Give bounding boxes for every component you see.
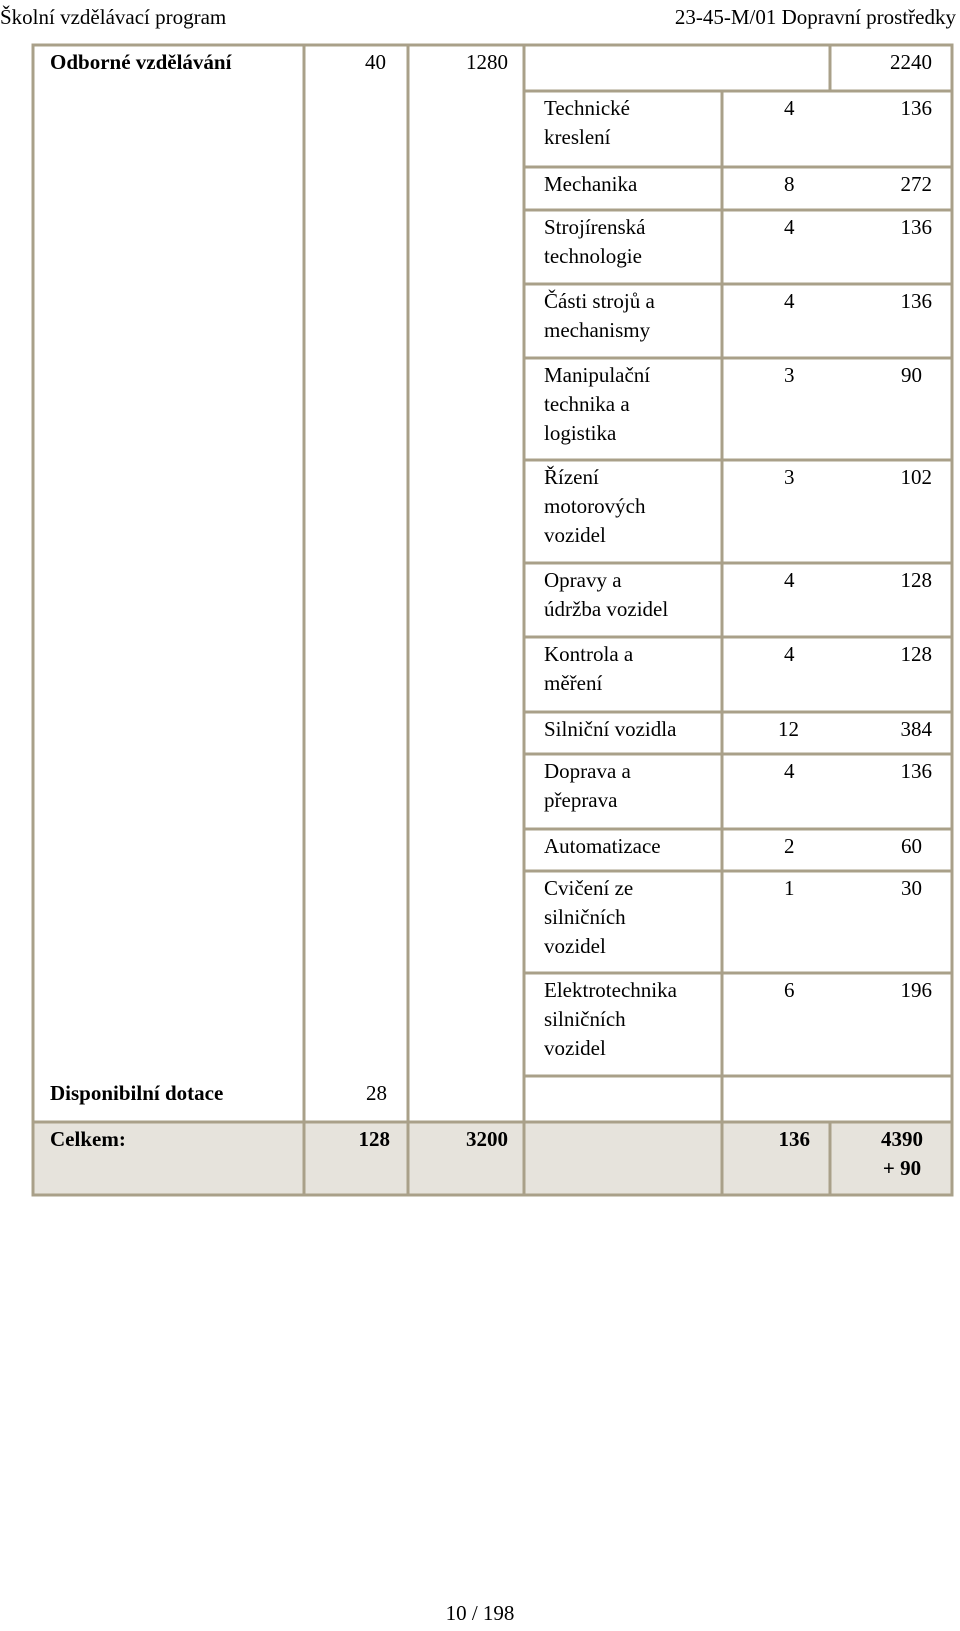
total-hours: 3200 (466, 1127, 508, 1151)
subject-hours: 136 (900, 96, 932, 120)
subject-name: Elektrotechnika silničních vozidel (544, 978, 677, 1060)
subject-name: Automatizace (544, 834, 661, 858)
subject-hours: 136 (900, 289, 932, 313)
total-sub-hours: 4390 + 90 (881, 1127, 923, 1180)
subject-weekly: 8 (784, 172, 795, 196)
section-total: 2240 (890, 50, 932, 74)
subject-weekly: 2 (784, 834, 795, 858)
dotace-value: 28 (366, 1081, 387, 1105)
dotace-label: Disponibilní dotace (50, 1081, 224, 1105)
subject-weekly: 4 (784, 289, 795, 313)
subject-hours: 136 (900, 215, 932, 239)
subject-hours: 128 (900, 642, 932, 666)
subject-name: Manipulační technika a logistika (544, 363, 651, 445)
subject-weekly: 4 (784, 642, 795, 666)
header-school-program: Školní vzdělávací program (0, 5, 227, 29)
subject-hours: 272 (900, 172, 932, 196)
subject-hours: 90 (901, 363, 922, 387)
total-label: Celkem: (50, 1127, 126, 1151)
subject-name: Doprava a přeprava (544, 759, 631, 812)
subject-name: Opravy a údržba vozidel (544, 568, 669, 621)
subject-weekly: 4 (784, 759, 795, 783)
subject-weekly: 6 (784, 978, 795, 1002)
subject-name: Cvičení ze silničních vozidel (544, 876, 634, 958)
subject-weekly: 3 (784, 363, 795, 387)
subject-weekly: 4 (784, 96, 795, 120)
subject-weekly: 4 (784, 215, 795, 239)
subject-hours: 60 (901, 834, 922, 858)
subject-weekly: 4 (784, 568, 795, 592)
subject-name: Mechanika (544, 172, 638, 196)
subject-name: Části strojů a mechanismy (544, 289, 655, 342)
subject-hours: 384 (900, 717, 932, 741)
page-number: 10 / 198 (445, 1601, 515, 1625)
section-hours: 1280 (466, 50, 508, 74)
total-sub-weekly: 136 (778, 1127, 810, 1151)
total-weekly: 128 (358, 1127, 390, 1151)
subject-hours: 102 (900, 465, 932, 489)
section-weekly: 40 (365, 50, 386, 74)
subject-name: Řízení motorových vozidel (544, 465, 646, 547)
subject-weekly: 3 (784, 465, 795, 489)
subject-hours: 30 (901, 876, 922, 900)
table-frame (33, 45, 952, 1195)
subject-hours: 196 (900, 978, 932, 1002)
subject-hours: 128 (900, 568, 932, 592)
header-program-code: 23-45-M/01 Dopravní prostředky (674, 5, 956, 29)
subject-name: Kontrola a měření (544, 642, 634, 695)
section-label: Odborné vzdělávání (50, 50, 232, 74)
subject-weekly: 1 (784, 876, 795, 900)
subject-name: Technické kreslení (544, 96, 630, 149)
subject-hours: 136 (900, 759, 932, 783)
subject-weekly: 12 (778, 717, 799, 741)
subject-name: Strojírenská technologie (544, 215, 646, 268)
subject-name: Silniční vozidla (544, 717, 677, 741)
